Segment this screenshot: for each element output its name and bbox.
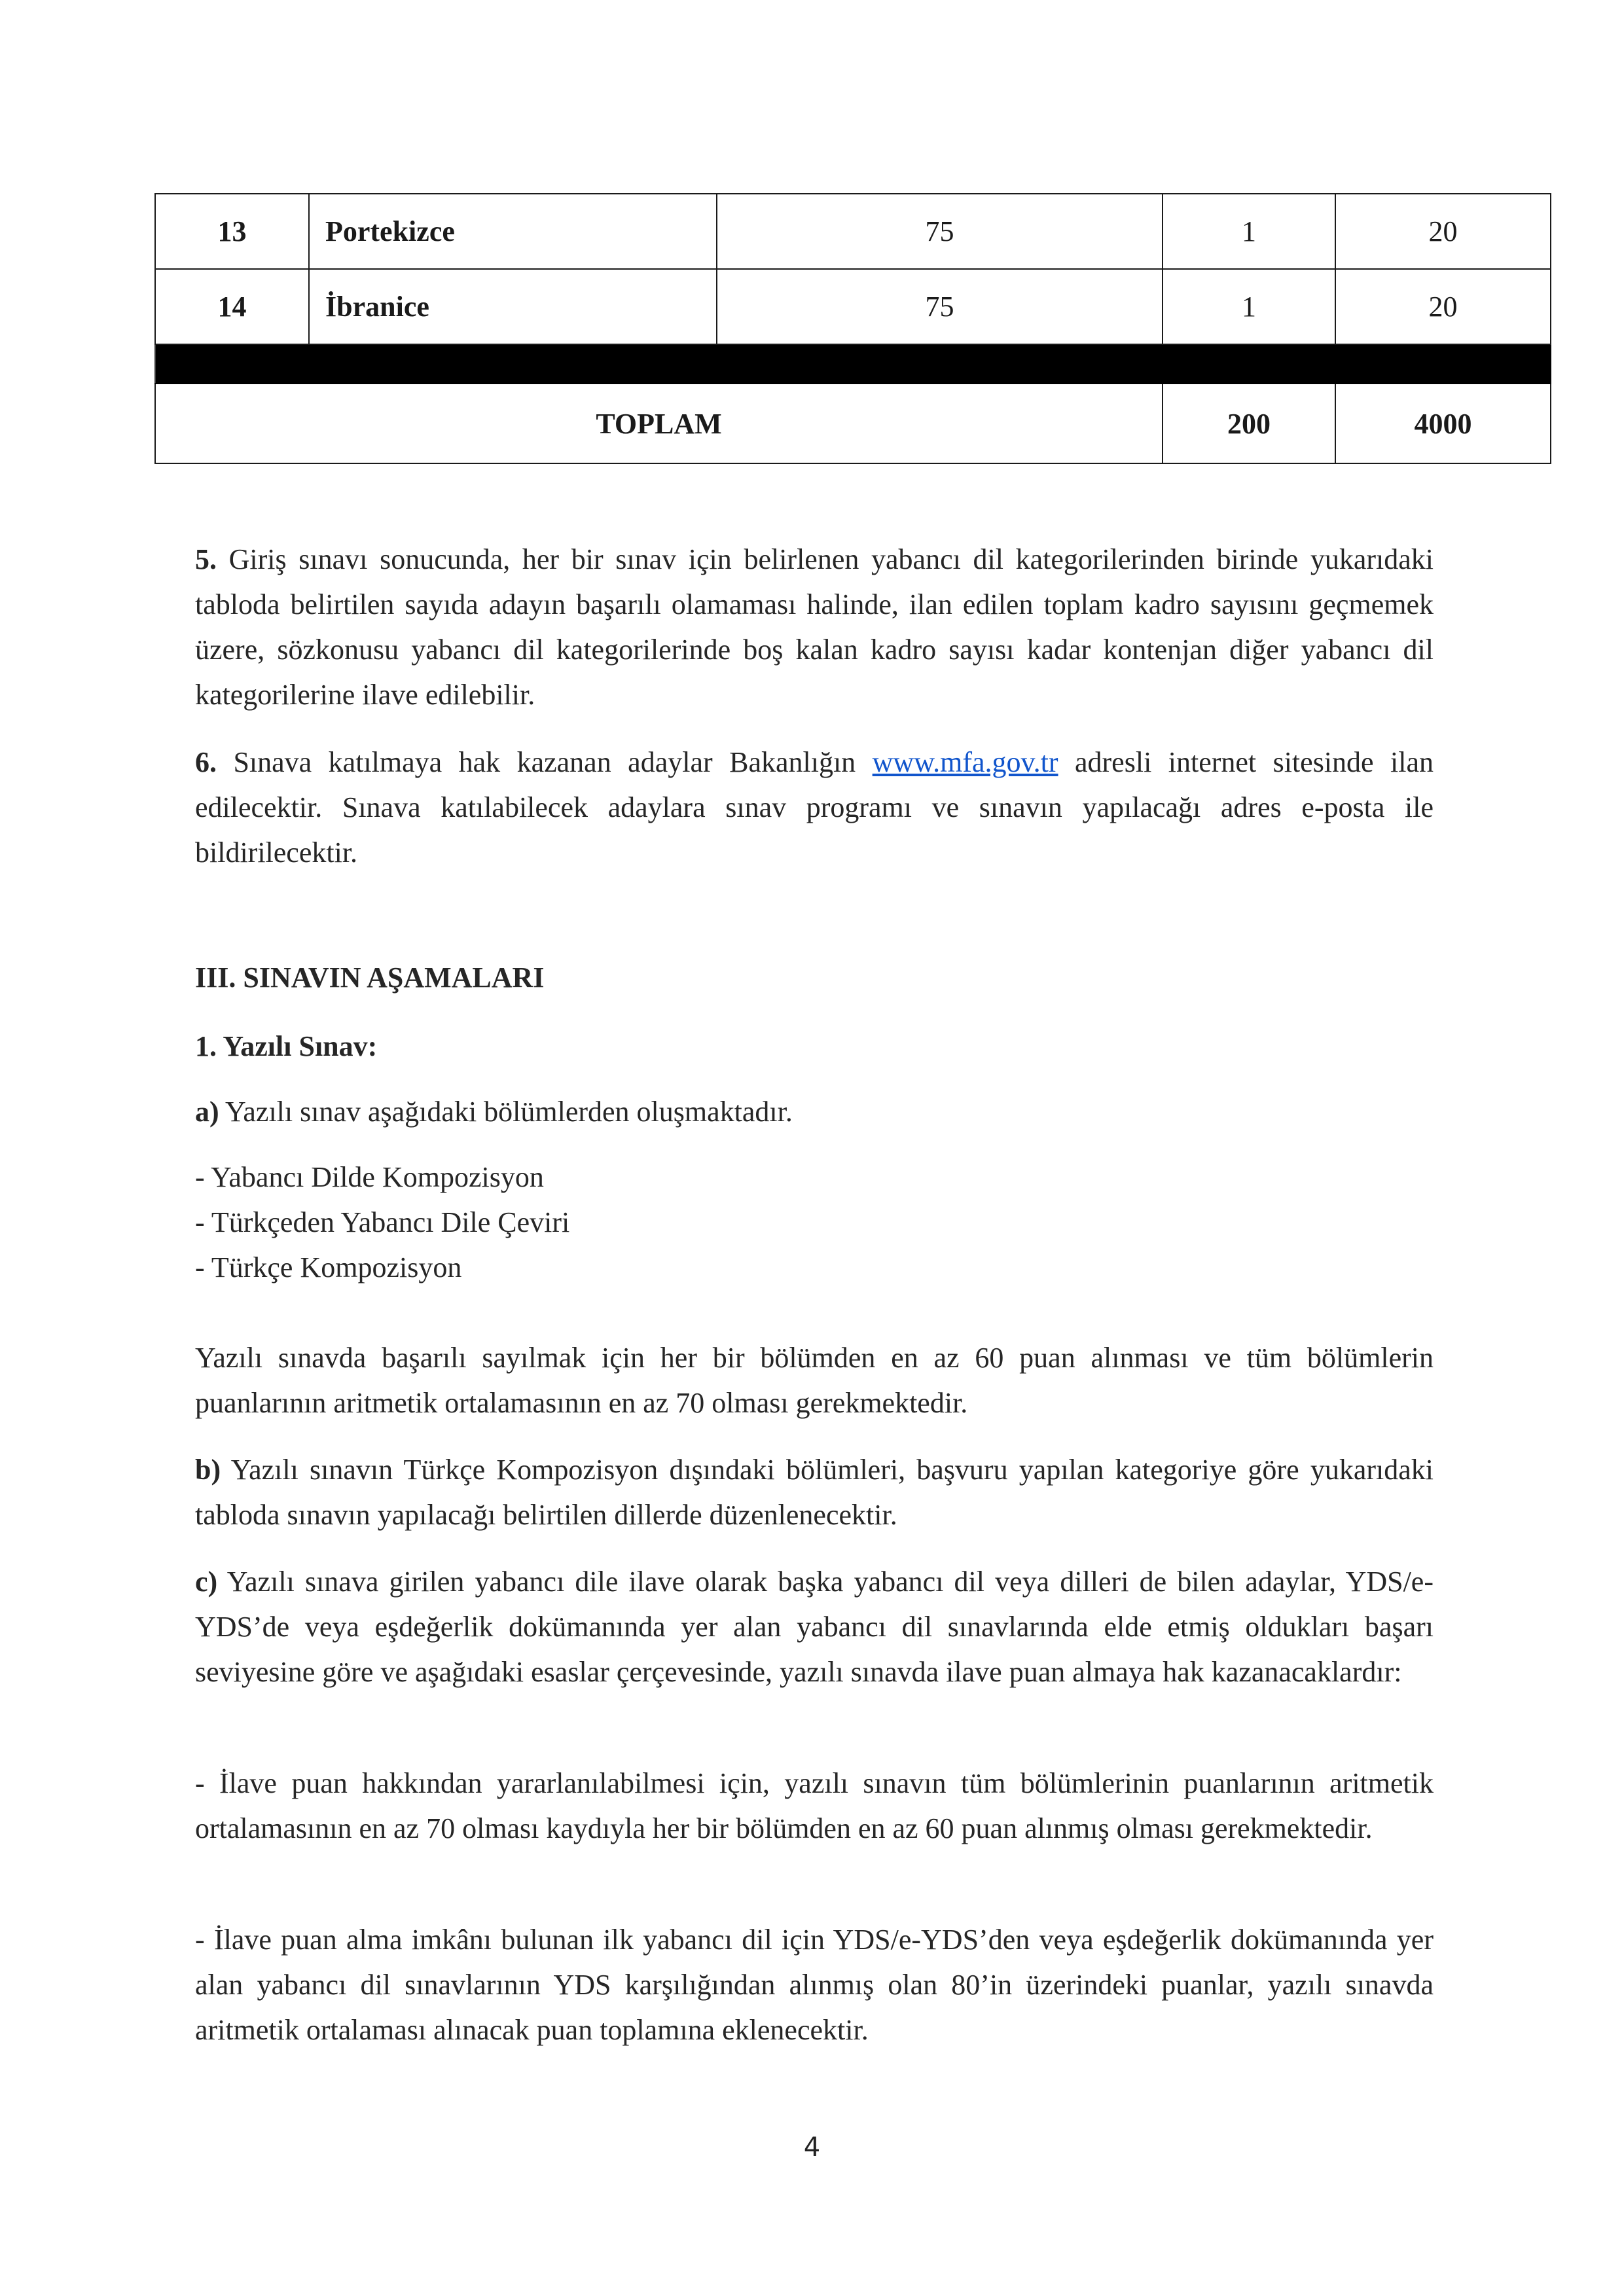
item-label: c) (195, 1566, 218, 1598)
quota-table (154, 193, 1551, 464)
paragraph-a (195, 1089, 1434, 1134)
paragraph-text: Giriş sınavı sonucunda, her bir sınav için belirlenen yabancı dil kategorilerinden birinde yukarıdaki tabloda belirtilen sayıda adayın başarılı olamaması halinde, ilan edilen toplam kadro sayısını geçmemek üzere, sözkonusu yabancı dil kategorilerinde boş kalan kadro sayısı kadar kontenjan diğer yabancı dil kategorilerine ilave edilebilir. (195, 543, 1434, 711)
paragraph-text: adresli internet sitesinde ilan edilecektir. Sınava katılabilecek adaylara sınav programı ve sınavın yapılacağı adres e-posta ile bildirilecektir. (195, 746, 1434, 869)
paragraph-text: Yazılı sınava girilen yabancı dile ilave olarak başka yabancı dil veya dilleri de bilen adaylar, YDS/e-YDS’de veya eşdeğerlik dokümanında yer alan yabancı dil sınavlarında elde etmiş oldukları başarı seviyesine göre ve aşağıdaki esaslar çerçevesinde, yazılı sınavda ilave puan almaya hak kazanacaklardır: (195, 1566, 1434, 1688)
total-quota: 200 (1163, 384, 1335, 463)
paragraph-text: Sınava katılmaya hak kazanan adaylar Bakanlığın (217, 746, 873, 778)
language-name: Portekizce (309, 194, 717, 269)
subheading-block (195, 1024, 1434, 1069)
table-row (155, 269, 1551, 344)
paragraph-text: Yazılı sınavda başarılı sayılmak için her bir bölümden en az 60 puan alınması ve tüm bölümlerin puanlarının aritmetik ortalamasının en az 70 olması gerekmektedir. (195, 1342, 1434, 1419)
row-number: 13 (155, 194, 309, 269)
paragraph-text: Yazılı sınavın Türkçe Kompozisyon dışındaki bölümleri, başvuru yapılan kategoriye göre yukarıdaki tabloda sınavın yapılacağı belirtilen dillerde düzenlenecektir. (195, 1454, 1434, 1531)
total-applicants: 4000 (1335, 384, 1551, 463)
total-label: TOPLAM (155, 384, 1163, 463)
list-item: - Türkçeden Yabancı Dile Çeviri (195, 1206, 570, 1238)
applicant-count: 20 (1335, 269, 1551, 344)
table-total-row (155, 384, 1551, 463)
page-number: 4 (803, 2132, 821, 2162)
mfa-website-link[interactable]: www.mfa.gov.tr (872, 746, 1058, 778)
paragraph-6 (195, 740, 1434, 875)
min-score: 75 (717, 194, 1163, 269)
paragraph-text: - İlave puan hakkından yararlanılabilmesi için, yazılı sınavın tüm bölümlerinin puanlarının aritmetik ortalamasının en az 70 olması kaydıyla her bir bölümden en az 60 puan alınmış olması gerekmektedir. (195, 1767, 1434, 1844)
section-heading-block (195, 955, 1434, 1000)
list-item: - Türkçe Kompozisyon (195, 1251, 462, 1283)
bullet-1 (195, 1761, 1434, 1851)
paragraph-number: 6. (195, 746, 217, 778)
exam-sections-list (195, 1155, 1434, 1290)
bullet-2 (195, 1917, 1434, 2053)
row-number: 14 (155, 269, 309, 344)
paragraph-text: Yazılı sınav aşağıdaki bölümlerden oluşmaktadır. (219, 1096, 793, 1128)
subheading: 1. Yazılı Sınav: (195, 1030, 378, 1062)
min-score: 75 (717, 269, 1163, 344)
paragraph-number: 5. (195, 543, 217, 575)
table-row (155, 194, 1551, 269)
paragraph-c (195, 1559, 1434, 1695)
paragraph-text: - İlave puan alma imkânı bulunan ilk yabancı dil için YDS/e-YDS’den veya eşdeğerlik dokümanında yer alan yabancı dil sınavlarının YDS karşılığından alınmış olan 80’in üzerindeki puanlar, yazılı sınavda aritmetik ortalaması alınacak puan toplamına eklenecektir. (195, 1924, 1434, 2046)
table-separator-row (155, 344, 1551, 384)
quota: 1 (1163, 194, 1335, 269)
quota: 1 (1163, 269, 1335, 344)
item-label: b) (195, 1454, 221, 1486)
paragraph-b (195, 1447, 1434, 1537)
paragraph-5 (195, 537, 1434, 717)
list-item: - Yabancı Dilde Kompozisyon (195, 1161, 544, 1193)
section-heading: III. SINAVIN AŞAMALARI (195, 961, 545, 994)
paragraph-success-criteria (195, 1335, 1434, 1426)
language-name: İbranice (309, 269, 717, 344)
applicant-count: 20 (1335, 194, 1551, 269)
item-label: a) (195, 1096, 219, 1128)
